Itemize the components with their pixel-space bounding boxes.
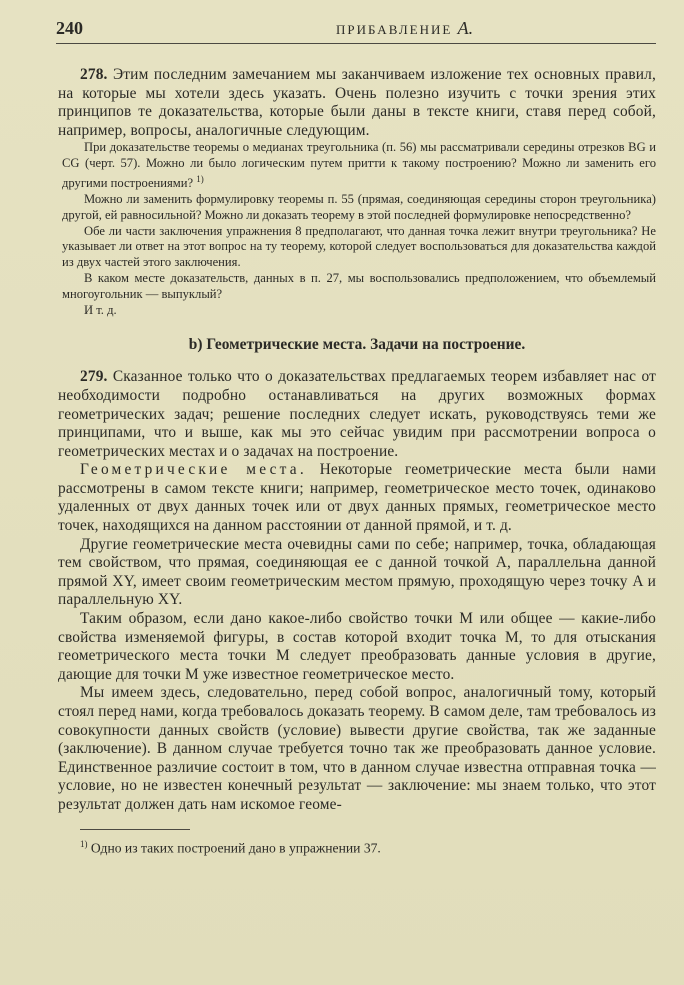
- question-1: [62, 140, 656, 192]
- paragraph-loci: [58, 461, 656, 535]
- section-number: 278.: [80, 66, 108, 83]
- running-title-text: ПРИБАВЛЕНИЕ: [336, 22, 453, 37]
- running-title: [336, 18, 473, 39]
- paragraph-other-loci: Другие геометрические места очевидны сами по себе; например, точка, обладающая тем свойством, что прямая, соединяющая ее с данной точкой A, параллельна данной прямой XY, имеет своим геометрическим местом прямую, проходящую через точку A и параллельную XY.: [58, 535, 656, 609]
- paragraph-278: [58, 66, 656, 140]
- running-title-letter: А.: [457, 18, 474, 38]
- section-number: 279.: [80, 368, 108, 386]
- page-header: [56, 18, 656, 44]
- paragraph-279: [58, 368, 656, 461]
- paragraph-text: Этим последним замечанием мы заканчиваем изложение тех основных правил, на которые мы хотели здесь указать. Очень полезно изучить с точки зрения этих принципов те доказательства, которые были даны в тексте книги, ставя перед собой, например, вопросы, аналогичные следующим.: [58, 66, 656, 139]
- footnote: [80, 836, 656, 857]
- subsection-heading: b) Геометрические места. Задачи на построение.: [188, 336, 526, 354]
- paragraph-text: Сказанное только что о доказательствах предлагаемых теорем избавляет нас от необходимости подробно останавливаться на других возможных формах геометрических задач; решение последних следует искать, руководствуясь теми же принципами, что и выше, как мы это сейчас увидим при рассмотрении вопроса о геометрических местах и о задачах на построение.: [58, 368, 656, 460]
- question-etc: И т. д.: [84, 302, 117, 317]
- paragraph-thus: Таким образом, если дано какое-либо свойство точки M или общее — какие-либо свойства изменяемой фигуры, в состав которой входит точка M, то для отыскания геометрического места точки M следует преобразовать данные условия в другие, дающие для точки M уже известное геометрическое место.: [58, 610, 656, 683]
- footnote-divider: [80, 829, 190, 830]
- question-text: При доказательстве теоремы о медианах треугольника (п. 56) мы рассматривали середины отрезков BG и CG (черт. 57). Можно ли было логическим путем притти к такому построению? Можно ли заменить его другими построениями?: [62, 140, 656, 191]
- footnote-mark: 1): [80, 838, 88, 849]
- spaced-term: Геометрические места.: [80, 461, 307, 479]
- footnote-text: Одно из таких построений дано в упражнении 37.: [90, 840, 381, 856]
- paragraph-text: Некоторые геометрические места были нами рассмотрены в самом тексте книги; например, геометрическое место точек, одинаково удаленных от двух данных точек или от двух данных прямых, геометрическое место точек, находящихся на данном расстоянии от данной прямой, и т. д.: [58, 461, 656, 535]
- page-number: 240: [56, 18, 83, 38]
- paragraph-analogy: Мы имеем здесь, следовательно, перед собой вопрос, аналогичный тому, который стоял перед нами, когда требовалось доказать теорему. В самом деле, там требовалось из совокупности данных свойств (условие) вывести другие свойства, так же заданные (заключение). В данном случае требуется точно так же преобразовать данное условие. Единственное различие состоит в том, что в данном случае известна отправная точка — условие, но не известен конечный результат — заключение: мы знаем только, что этот результат должен дать нам искомое геоме-: [58, 684, 656, 813]
- question-2: Можно ли заменить формулировку теоремы п. 55 (прямая, соединяющая середины сторон треугольника) другой, ей равносильной? Можно ли доказать теорему в этой последней формулировке непосредственно?: [62, 191, 656, 222]
- footnote-ref: 1): [196, 173, 204, 184]
- question-4: В каком месте доказательств, данных в п. 27, мы воспользовались предположением, что объемлемый многоугольник — выпуклый?: [62, 270, 656, 301]
- question-3: Обе ли части заключения упражнения 8 предполагают, что данная точка лежит внутри треугольника? Не указывает ли ответ на этот вопрос на ту теорему, которой следует воспользоваться для доказательства каждой из двух частей этого заключения.: [62, 223, 656, 270]
